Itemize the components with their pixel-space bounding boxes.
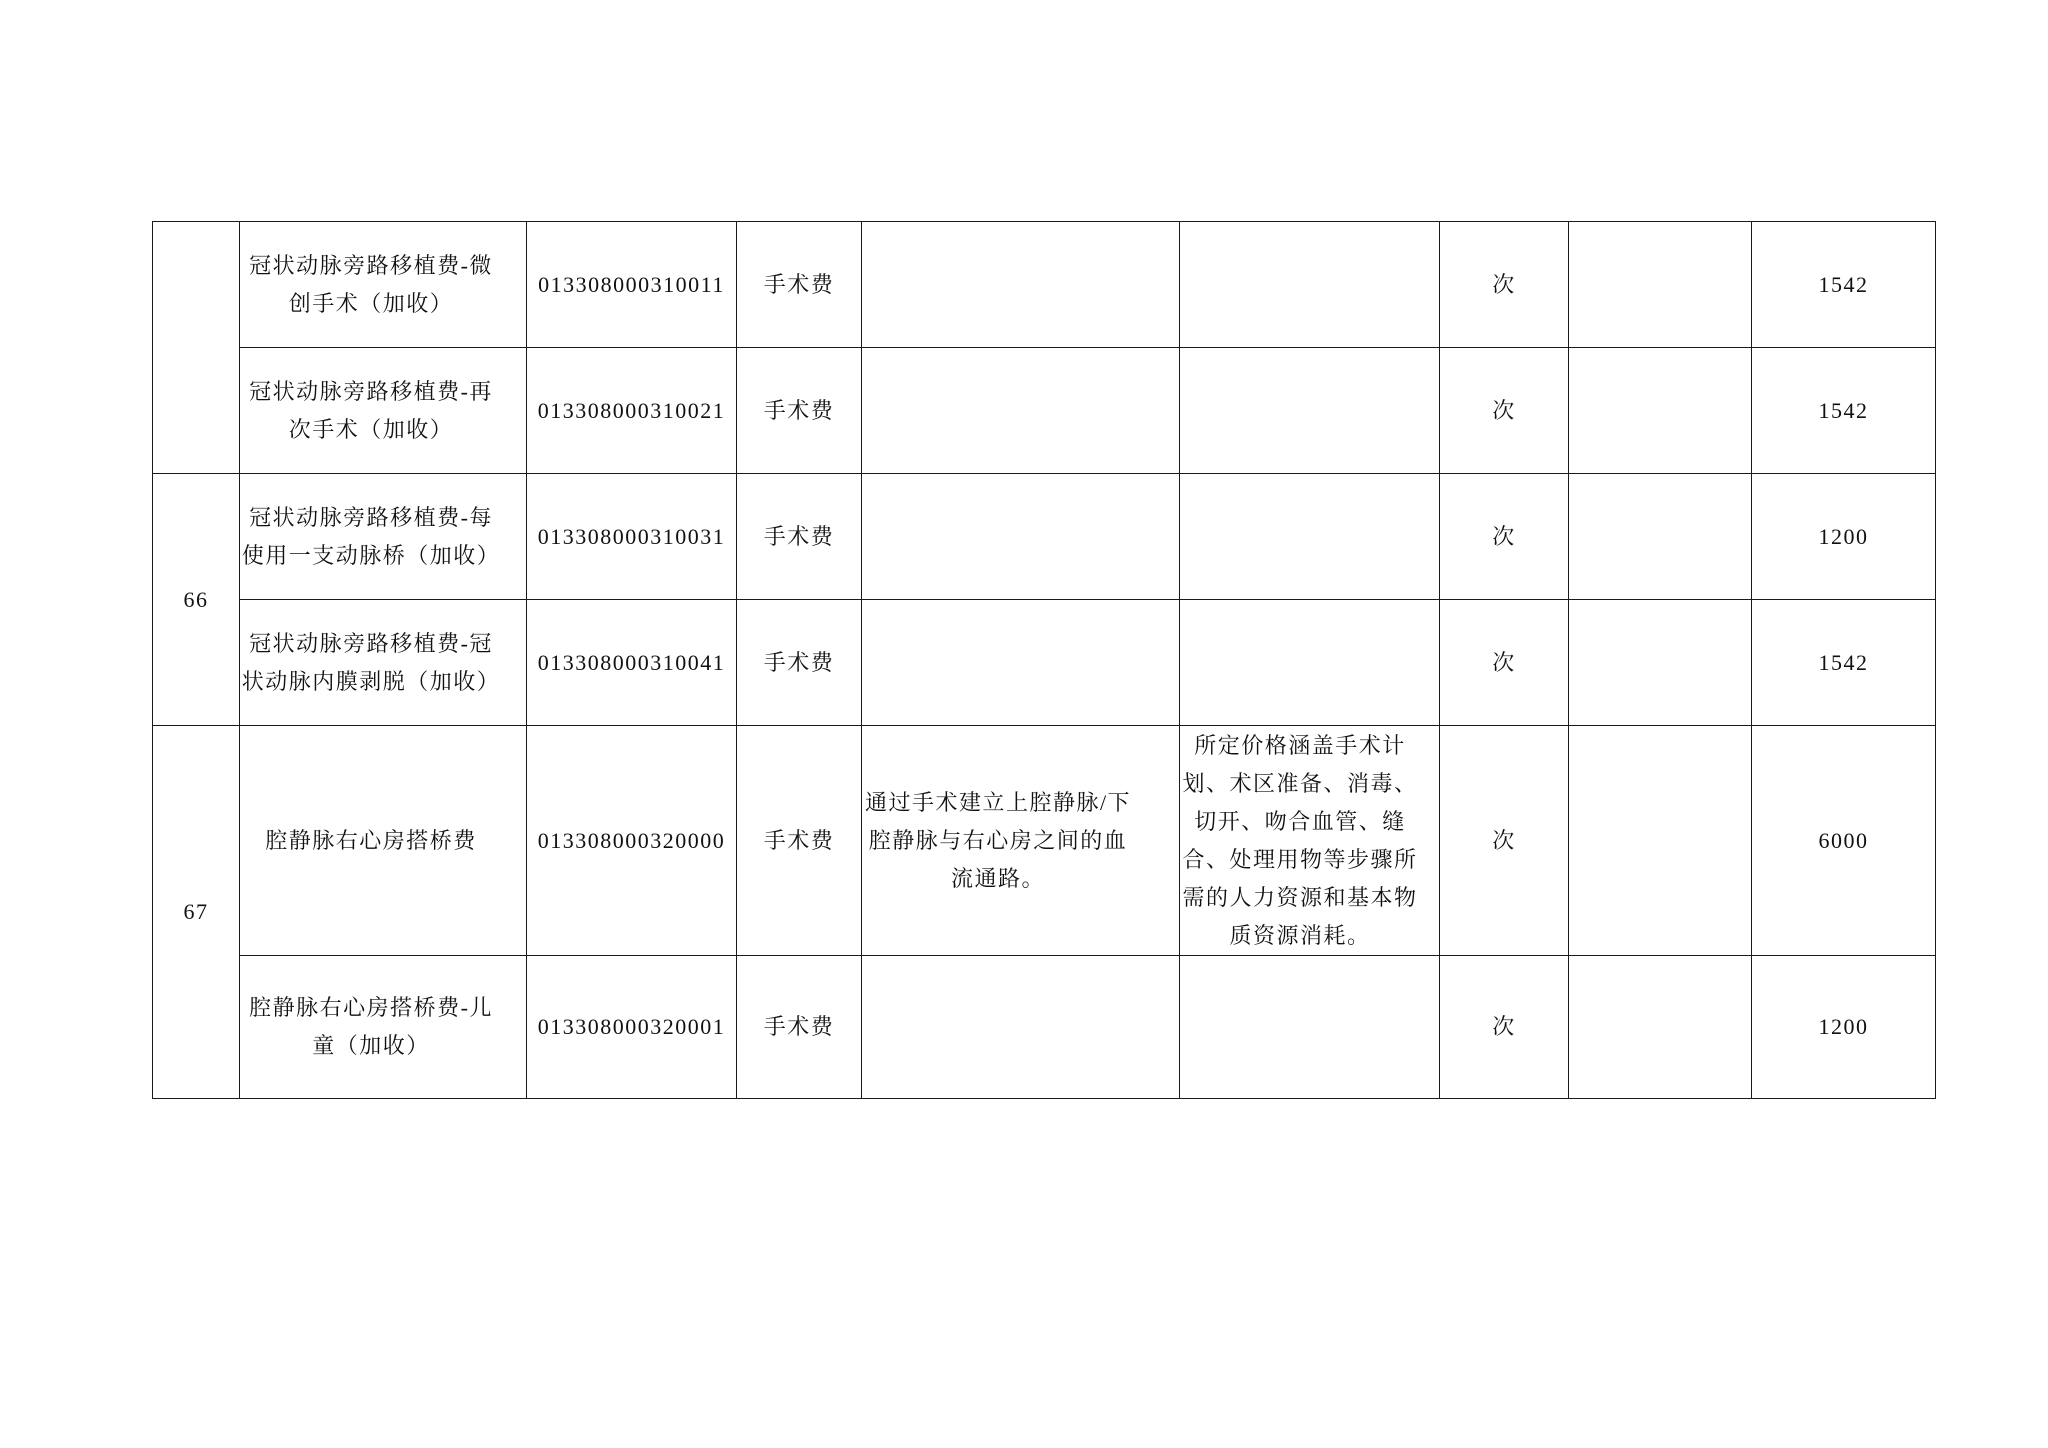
item-name-cell — [240, 474, 527, 600]
notes-text: 所定价格涵盖手术计划、术区准备、消毒、切开、吻合血管、缝合、处理用物等步骤所需的人力资源和基本物质资源消耗。 — [1182, 732, 1418, 948]
item-code-cell: 013308000310021 — [527, 348, 737, 474]
item-code-cell: 013308000320000 — [527, 726, 737, 956]
fee-category-cell: 手术费 — [737, 600, 862, 726]
item-content-cell — [862, 600, 1180, 726]
item-name-text: 冠状动脉旁路移植费-冠状动脉内膜剥脱（加收） — [241, 630, 501, 694]
unit-cell: 次 — [1440, 600, 1569, 726]
exclusions-cell — [1569, 600, 1752, 726]
group-number-cell: 66 — [153, 474, 240, 726]
item-code-cell: 013308000320001 — [527, 956, 737, 1099]
notes-cell — [1180, 600, 1440, 726]
fee-table — [152, 221, 1936, 1099]
notes-cell — [1180, 474, 1440, 600]
notes-cell — [1180, 348, 1440, 474]
item-name-cell — [240, 348, 527, 474]
item-name-text: 冠状动脉旁路移植费-每使用一支动脉桥（加收） — [241, 504, 501, 568]
unit-cell: 次 — [1440, 348, 1569, 474]
item-name-text: 冠状动脉旁路移植费-微创手术（加收） — [249, 252, 493, 316]
unit-cell: 次 — [1440, 222, 1569, 348]
price-cell: 1542 — [1752, 600, 1936, 726]
notes-cell — [1180, 726, 1440, 956]
table-row — [153, 222, 1936, 348]
unit-cell: 次 — [1440, 474, 1569, 600]
notes-cell — [1180, 956, 1440, 1099]
table-row — [153, 956, 1936, 1099]
price-cell: 1200 — [1752, 474, 1936, 600]
group-number-cell — [153, 222, 240, 474]
item-name-text: 腔静脉右心房搭桥费 — [265, 827, 477, 853]
exclusions-cell — [1569, 348, 1752, 474]
unit-cell: 次 — [1440, 956, 1569, 1099]
exclusions-cell — [1569, 726, 1752, 956]
item-code-cell: 013308000310041 — [527, 600, 737, 726]
item-name-text: 冠状动脉旁路移植费-再次手术（加收） — [249, 378, 493, 442]
price-cell: 1542 — [1752, 348, 1936, 474]
price-cell: 6000 — [1752, 726, 1936, 956]
item-name-text: 腔静脉右心房搭桥费-儿童（加收） — [249, 995, 493, 1058]
item-content-cell — [862, 222, 1180, 348]
item-name-cell — [240, 600, 527, 726]
table-row — [153, 474, 1936, 600]
exclusions-cell — [1569, 222, 1752, 348]
item-content-cell — [862, 474, 1180, 600]
price-cell: 1200 — [1752, 956, 1936, 1099]
table-row — [153, 600, 1936, 726]
group-number-cell: 67 — [153, 726, 240, 1099]
item-content-cell — [862, 348, 1180, 474]
table-row — [153, 348, 1936, 474]
item-code-cell: 013308000310011 — [527, 222, 737, 348]
item-content-cell — [862, 726, 1180, 956]
item-content-text: 通过手术建立上腔静脉/下腔静脉与右心房之间的血流通路。 — [864, 789, 1132, 891]
fee-category-cell: 手术费 — [737, 474, 862, 600]
item-name-cell — [240, 222, 527, 348]
price-cell: 1542 — [1752, 222, 1936, 348]
exclusions-cell — [1569, 474, 1752, 600]
notes-cell — [1180, 222, 1440, 348]
fee-category-cell: 手术费 — [737, 348, 862, 474]
exclusions-cell — [1569, 956, 1752, 1099]
item-name-cell — [240, 956, 527, 1099]
fee-category-cell: 手术费 — [737, 956, 862, 1099]
unit-cell: 次 — [1440, 726, 1569, 956]
item-name-cell — [240, 726, 527, 956]
item-content-cell — [862, 956, 1180, 1099]
table-row — [153, 726, 1936, 956]
item-code-cell: 013308000310031 — [527, 474, 737, 600]
fee-category-cell: 手术费 — [737, 222, 862, 348]
fee-category-cell: 手术费 — [737, 726, 862, 956]
